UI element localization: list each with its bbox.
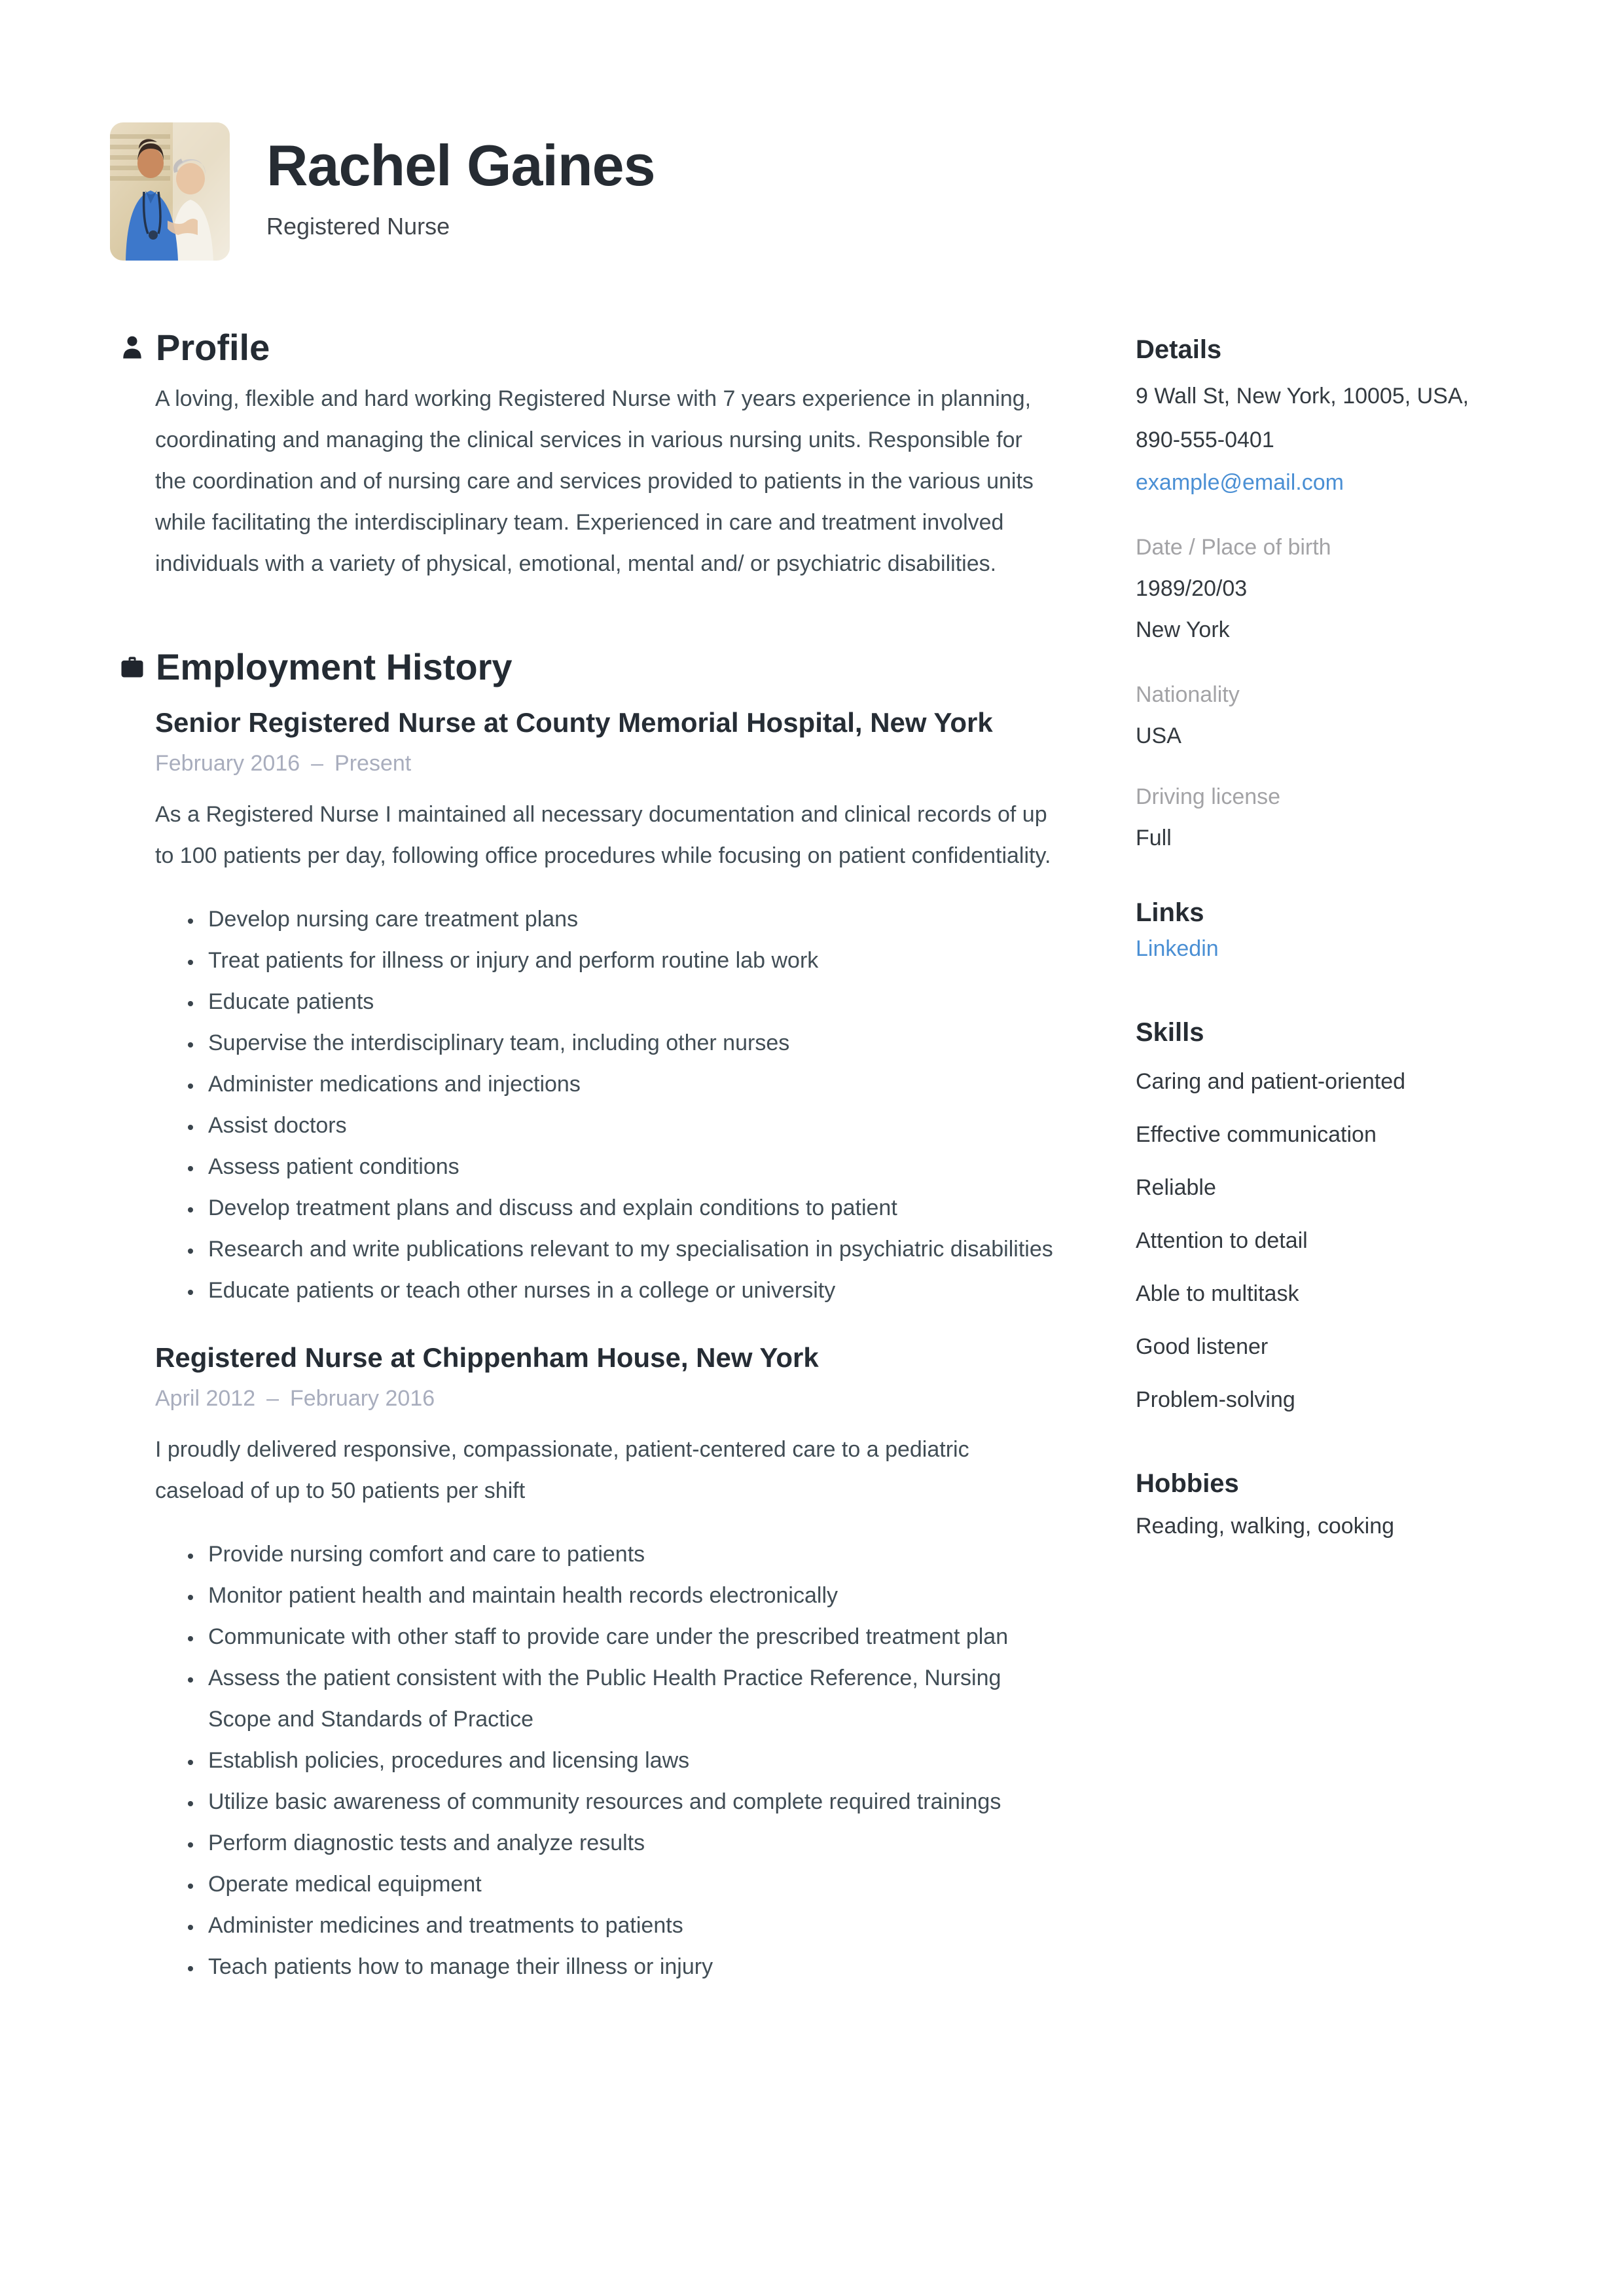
employment-heading [118,647,1060,687]
linkedin-link[interactable]: Linkedin [1136,936,1219,961]
hobbies-heading: Hobbies [1136,1469,1239,1498]
skills-heading: Skills [1136,1018,1204,1047]
hobbies-block [1136,1468,1528,1547]
job-summary: I proudly delivered responsive, compassionate, patient-centered care to a pediatric caseload of up to 50 patients per shift [155,1437,969,1504]
birth-place: New York [1136,617,1230,642]
job-summary: As a Registered Nurse I maintained all necessary documentation and clinical records of up to 100 patients per day, following office procedures while focusing on patient confidentiality. [155,802,1051,869]
skill-item: Caring and patient-oriented [1136,1069,1406,1094]
nationality-value: USA [1136,723,1181,748]
person-role: Registered Nurse [266,213,450,240]
header [110,122,655,261]
profile-section [118,327,1060,585]
skills-list [1136,1061,1528,1421]
nationality-label: Nationality [1136,682,1240,707]
job-duty-item: • Assess the patient consistent with the Public Health Practice Reference, Nursing Scope and Standards of Practice [203,1658,1060,1740]
job-entry [118,1341,1060,1988]
profile-text: A loving, flexible and hard working Registered Nurse with 7 years experience in planning, coordinating and managing the clinical services in various nursing units. Responsible for the coordination and of nursing care and services provided to patients in the various units while facilitating the interdisciplinary team. Experienced in care and treatment involved individuals with a variety of physical, emotional, mental and/ or psychiatric disabilities. [155,386,1034,576]
skill-item: Able to multitask [1136,1281,1299,1306]
job-title: Senior Registered Nurse at County Memorial Hospital, New York [155,707,993,738]
job-duty-item: • Assist doctors [203,1105,1060,1146]
birth-date: 1989/20/03 [1136,576,1248,601]
job-duty-item: • Establish policies, procedures and licensing laws [203,1740,1060,1781]
details-block [1136,374,1528,503]
skill-item: Problem-solving [1136,1387,1295,1412]
job-duty-item: • Treat patients for illness or injury and perform routine lab work [203,940,1060,981]
email-link[interactable]: example@email.com [1136,470,1344,495]
hobbies-text: Reading, walking, cooking [1136,1514,1395,1539]
employment-section [118,647,1060,1988]
skills-block [1136,1017,1528,1421]
main-column [118,327,1060,1988]
job-duty-item: • Administer medications and injections [203,1064,1060,1105]
profile-heading-label: Profile [156,327,270,368]
job-duty-item: • Utilize basic awareness of community resources and complete required trainings [203,1781,1060,1823]
employment-heading-label: Employment History [156,646,513,687]
job-duty-item: • Teach patients how to manage their illness or injury [203,1946,1060,1988]
driving-license-block [1136,776,1528,859]
identity [266,122,655,240]
job-dates: April 2012 – February 2016 [155,1386,435,1412]
job-dates: February 2016 – Present [155,751,412,776]
job-duty-item: • Monitor patient health and maintain health records electronically [203,1575,1060,1616]
job-duty-item: • Operate medical equipment [203,1864,1060,1905]
briefcase-icon [118,652,147,681]
job-title: Registered Nurse at Chippenham House, New York [155,1342,819,1374]
job-duty-item: • Perform diagnostic tests and analyze results [203,1823,1060,1864]
job-duty-item: • Research and write publications relevant to my specialisation in psychiatric disabilities [203,1229,1060,1270]
phone-number: 890-555-0401 [1136,428,1274,452]
job-duty-item: • Educate patients [203,981,1060,1023]
job-duty-item: • Develop treatment plans and discuss and explain conditions to patient [203,1188,1060,1229]
skill-item: Good listener [1136,1334,1269,1359]
job-duty-item: • Supervise the interdisciplinary team, including other nurses [203,1023,1060,1064]
job-duty-item: • Administer medicines and treatments to patients [203,1905,1060,1946]
profile-photo [110,122,230,261]
driving-license-label: Driving license [1136,784,1281,809]
job-duty-item: • Communicate with other staff to provide care under the prescribed treatment plan [203,1616,1060,1658]
job-duty-item: • Educate patients or teach other nurses in a college or university [203,1270,1060,1311]
links-heading: Links [1136,898,1204,927]
birth-label: Date / Place of birth [1136,535,1331,560]
driving-license-value: Full [1136,826,1172,850]
birth-block [1136,527,1528,651]
person-name: Rachel Gaines [266,133,655,198]
links-block [1136,897,1528,970]
address: 9 Wall St, New York, 10005, USA, [1136,384,1469,409]
skill-item: Effective communication [1136,1122,1377,1147]
job-duty-item: • Assess patient conditions [203,1146,1060,1188]
person-icon [118,333,147,362]
skill-item: Attention to detail [1136,1228,1308,1253]
job-duties-list [118,899,1060,1311]
job-duty-item: • Provide nursing comfort and care to patients [203,1534,1060,1575]
sidebar [1136,334,1528,1547]
details-heading: Details [1136,335,1222,364]
job-duty-item: • Develop nursing care treatment plans [203,899,1060,940]
profile-heading [118,327,1060,368]
job-entry [118,706,1060,1311]
job-duties-list [118,1534,1060,1988]
nationality-block [1136,674,1528,757]
skill-item: Reliable [1136,1175,1216,1200]
